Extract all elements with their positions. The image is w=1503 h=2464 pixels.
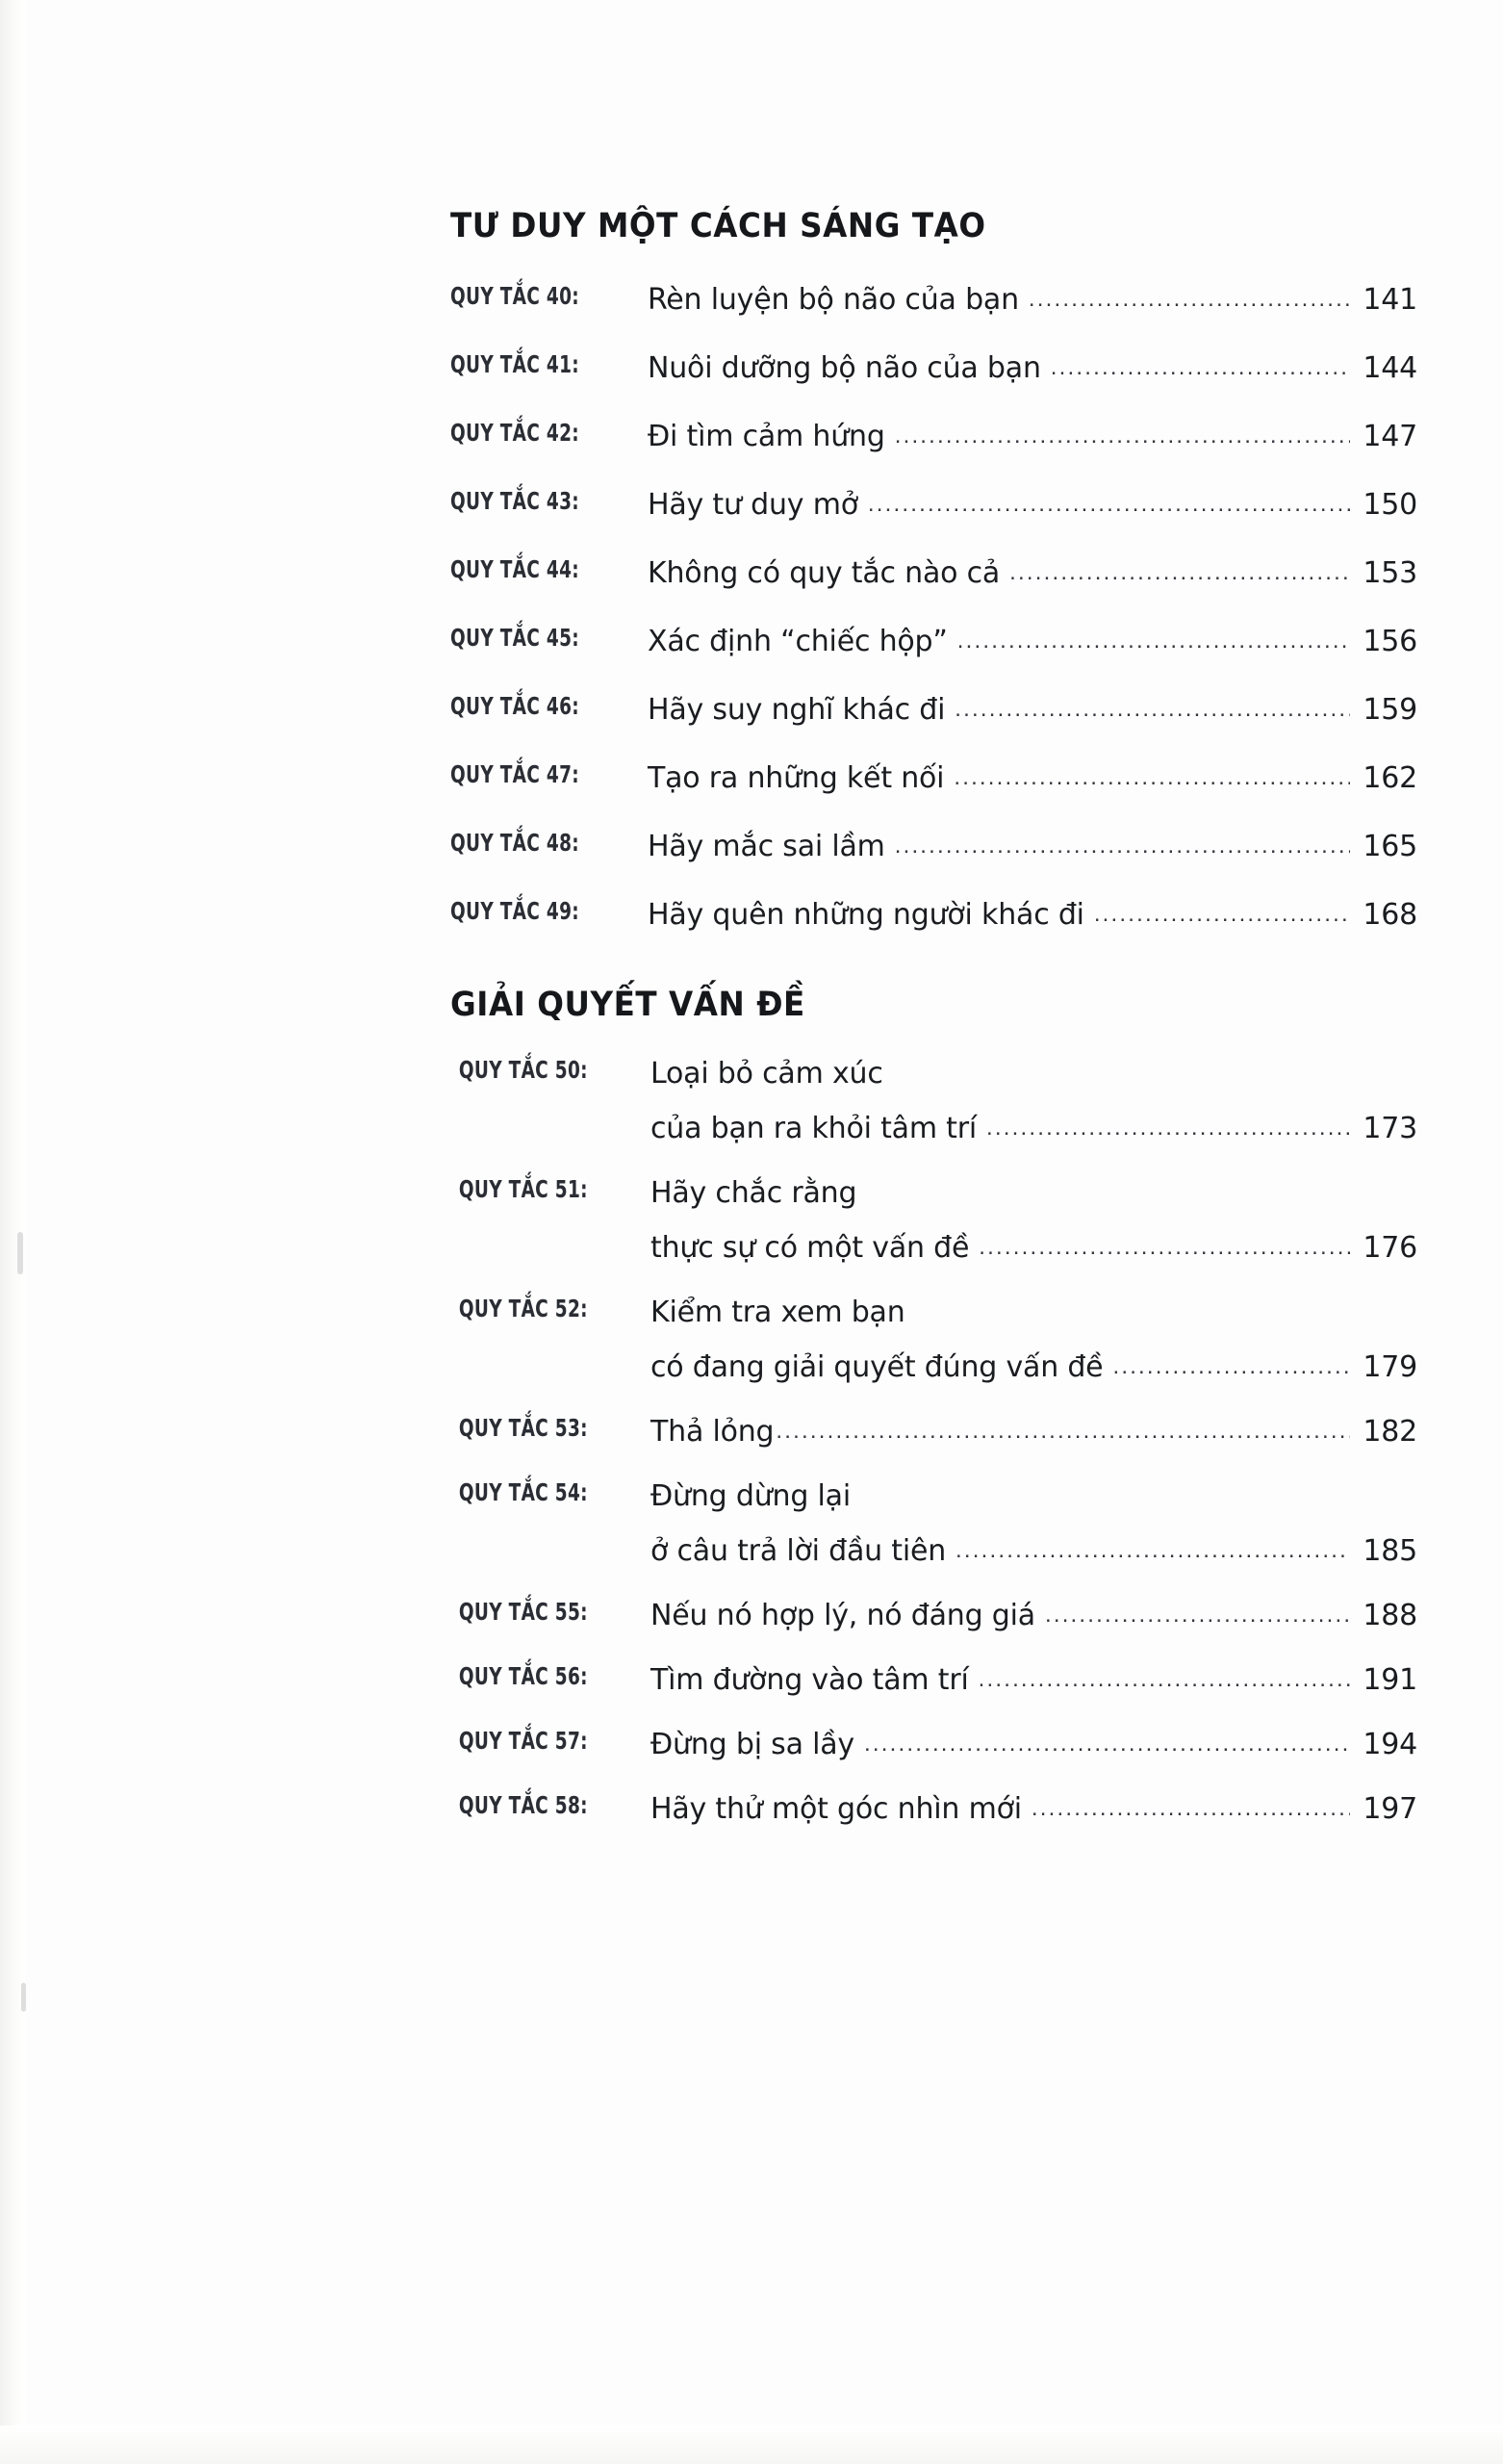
section-heading-giai-quyet-van-de: GIẢI QUYẾT VẤN ĐỀ (450, 985, 805, 1024)
page-number: 150 (1363, 487, 1417, 522)
dot-leader (986, 1111, 1350, 1145)
rule-label: QUY TẮC 44: (450, 554, 579, 583)
page-number: 144 (1363, 350, 1417, 385)
entry-title: Đừng dừng lại (650, 1479, 851, 1513)
page-number: 182 (1363, 1415, 1417, 1449)
page-number: 191 (1363, 1663, 1417, 1697)
rule-label: QUY TẮC 50: (458, 1056, 588, 1084)
toc-section-1 (450, 208, 1417, 937)
entry-body (648, 757, 1417, 800)
page-number: 168 (1363, 897, 1417, 932)
table-of-contents (450, 208, 1417, 1852)
page-number: 197 (1363, 1792, 1417, 1826)
entry-line (650, 1346, 1417, 1389)
toc-entry[interactable] (450, 1723, 1417, 1766)
dot-leader (1032, 1791, 1350, 1826)
entry-title: Rèn luyện bộ não của bạn (648, 282, 1019, 317)
dot-leader (1051, 350, 1350, 385)
entry-line (650, 1171, 1417, 1215)
toc-entry[interactable] (450, 688, 1417, 732)
section-heading-tu-duy-mot-cach-sang-tao: TƯ DUY MỘT CÁCH SÁNG TẠO (450, 207, 986, 245)
rule-label: QUY TẮC 52: (458, 1295, 588, 1322)
page-number: 179 (1363, 1350, 1417, 1384)
entry-title: Hãy mắc sai lầm (648, 829, 885, 863)
toc-entry[interactable] (450, 552, 1417, 595)
rule-label: QUY TẮC 57: (458, 1727, 588, 1755)
entry-line (648, 278, 1417, 321)
entry-title: Hãy chắc rằng (650, 1176, 857, 1210)
entry-body (648, 552, 1417, 595)
entry-body (648, 415, 1417, 458)
entry-line (650, 1787, 1417, 1831)
entry-body (648, 278, 1417, 321)
rule-label: QUY TẮC 54: (458, 1478, 588, 1506)
toc-section-2 (450, 987, 1417, 1832)
dot-leader (955, 1533, 1350, 1568)
entry-title: Nếu nó hợp lý, nó đáng giá (650, 1599, 1035, 1632)
entry-title: Hãy tư duy mở (648, 487, 858, 522)
entry-body (650, 1410, 1417, 1453)
toc-entry[interactable] (450, 1171, 1417, 1270)
dot-leader (895, 419, 1350, 453)
toc-entry[interactable] (450, 1475, 1417, 1573)
dot-leader (1094, 897, 1350, 932)
toc-entry[interactable] (450, 1787, 1417, 1831)
entry-line (650, 1723, 1417, 1766)
entry-body (650, 1291, 1417, 1389)
toc-entry[interactable] (450, 278, 1417, 321)
toc-entry[interactable] (450, 1658, 1417, 1702)
entry-body (648, 346, 1417, 390)
entry-title: Tạo ra những kết nối (648, 760, 945, 795)
dot-leader (979, 1662, 1350, 1697)
entry-line (648, 552, 1417, 595)
rule-label: QUY TẮC 45: (450, 623, 579, 652)
entry-title: Hãy quên những người khác đi (648, 897, 1084, 932)
rule-label: QUY TẮC 40: (450, 281, 579, 310)
entry-body (650, 1475, 1417, 1573)
entry-title: thực sự có một vấn đề (650, 1231, 970, 1265)
entry-line (648, 757, 1417, 800)
dot-leader (954, 760, 1350, 795)
entry-title: Hãy suy nghĩ khác đi (648, 692, 946, 727)
toc-entry[interactable] (450, 1594, 1417, 1637)
toc-entry-list-1 (450, 278, 1417, 937)
toc-entry[interactable] (450, 757, 1417, 800)
entry-body (648, 893, 1417, 937)
entry-title: Đi tìm cảm hứng (648, 419, 885, 453)
entry-title: của bạn ra khỏi tâm trí (650, 1112, 978, 1145)
entry-body (650, 1787, 1417, 1831)
rule-label: QUY TẮC 49: (450, 896, 579, 925)
toc-entry[interactable] (450, 1410, 1417, 1453)
page-number: 147 (1363, 419, 1417, 453)
dot-leader (957, 624, 1350, 658)
rule-label: QUY TẮC 43: (450, 486, 579, 515)
dot-leader (979, 1230, 1350, 1265)
dot-leader (1029, 282, 1350, 317)
entry-line (650, 1594, 1417, 1637)
toc-entry[interactable] (450, 620, 1417, 663)
entry-body (650, 1171, 1417, 1270)
dot-leader (776, 1414, 1350, 1449)
rule-label: QUY TẮC 47: (450, 759, 579, 788)
entry-title: Tìm đường vào tâm trí (650, 1663, 969, 1697)
entry-line (648, 688, 1417, 732)
page-number: 141 (1363, 282, 1417, 317)
entry-title: Xác định “chiếc hộp” (648, 624, 948, 658)
toc-entry[interactable] (450, 1052, 1417, 1150)
page-number: 165 (1363, 829, 1417, 863)
entry-body (648, 688, 1417, 732)
entry-body (650, 1594, 1417, 1637)
entry-line (650, 1529, 1417, 1573)
scan-speck (21, 1983, 26, 2012)
entry-title: Thả lỏng (650, 1415, 775, 1449)
rule-label: QUY TẮC 41: (450, 349, 579, 378)
entry-body (650, 1658, 1417, 1702)
page-number: 173 (1363, 1112, 1417, 1145)
entry-line (648, 620, 1417, 663)
entry-title: Hãy thử một góc nhìn mới (650, 1792, 1022, 1826)
page-number: 162 (1363, 760, 1417, 795)
page-bottom-edge-shading (0, 2426, 1503, 2464)
entry-line (650, 1475, 1417, 1518)
entry-line (650, 1052, 1417, 1095)
page-number: 153 (1363, 555, 1417, 590)
rule-label: QUY TẮC 42: (450, 418, 579, 447)
entry-line (648, 415, 1417, 458)
entry-line (648, 346, 1417, 390)
dot-leader (1045, 1598, 1350, 1632)
entry-body (650, 1052, 1417, 1150)
dot-leader (864, 1727, 1350, 1761)
entry-title: Kiểm tra xem bạn (650, 1296, 905, 1329)
toc-entry[interactable] (450, 346, 1417, 390)
page-number: 194 (1363, 1728, 1417, 1761)
entry-body (648, 620, 1417, 663)
rule-label: QUY TẮC 51: (458, 1175, 588, 1203)
page-number: 185 (1363, 1534, 1417, 1568)
entry-title: Nuôi dưỡng bộ não của bạn (648, 350, 1041, 385)
dot-leader (895, 829, 1350, 863)
rule-label: QUY TẮC 53: (458, 1414, 588, 1442)
rule-label: QUY TẮC 48: (450, 828, 579, 857)
entry-line (650, 1658, 1417, 1702)
entry-line (648, 825, 1417, 868)
scan-speck (17, 1232, 23, 1274)
toc-entry[interactable] (450, 1291, 1417, 1389)
entry-body (650, 1723, 1417, 1766)
entry-title: Đừng bị sa lầy (650, 1728, 854, 1761)
entry-title: ở câu trả lời đầu tiên (650, 1534, 947, 1568)
toc-entry[interactable] (450, 893, 1417, 937)
rule-label: QUY TẮC 56: (458, 1662, 588, 1690)
page-number: 176 (1363, 1231, 1417, 1265)
toc-entry[interactable] (450, 415, 1417, 458)
dot-leader (1009, 555, 1350, 590)
entry-line (648, 893, 1417, 937)
rule-label: QUY TẮC 55: (458, 1598, 588, 1626)
rule-label: QUY TẮC 46: (450, 691, 579, 720)
toc-entry[interactable] (450, 825, 1417, 868)
entry-line (650, 1226, 1417, 1270)
page-number: 188 (1363, 1599, 1417, 1632)
page-number: 156 (1363, 624, 1417, 658)
entry-body (648, 825, 1417, 868)
page-number: 159 (1363, 692, 1417, 727)
entry-line (650, 1107, 1417, 1150)
dot-leader (868, 487, 1350, 522)
entry-line (648, 483, 1417, 526)
toc-entry-list-2 (450, 1052, 1417, 1831)
entry-line (650, 1291, 1417, 1334)
rule-label: QUY TẮC 58: (458, 1791, 588, 1819)
entry-title: Không có quy tắc nào cả (648, 555, 1001, 590)
toc-entry[interactable] (450, 483, 1417, 526)
entry-title: có đang giải quyết đúng vấn đề (650, 1350, 1104, 1384)
entry-title: Loại bỏ cảm xúc (650, 1057, 883, 1091)
entry-body (648, 483, 1417, 526)
dot-leader (1112, 1349, 1350, 1384)
dot-leader (955, 692, 1350, 727)
entry-line (650, 1410, 1417, 1453)
